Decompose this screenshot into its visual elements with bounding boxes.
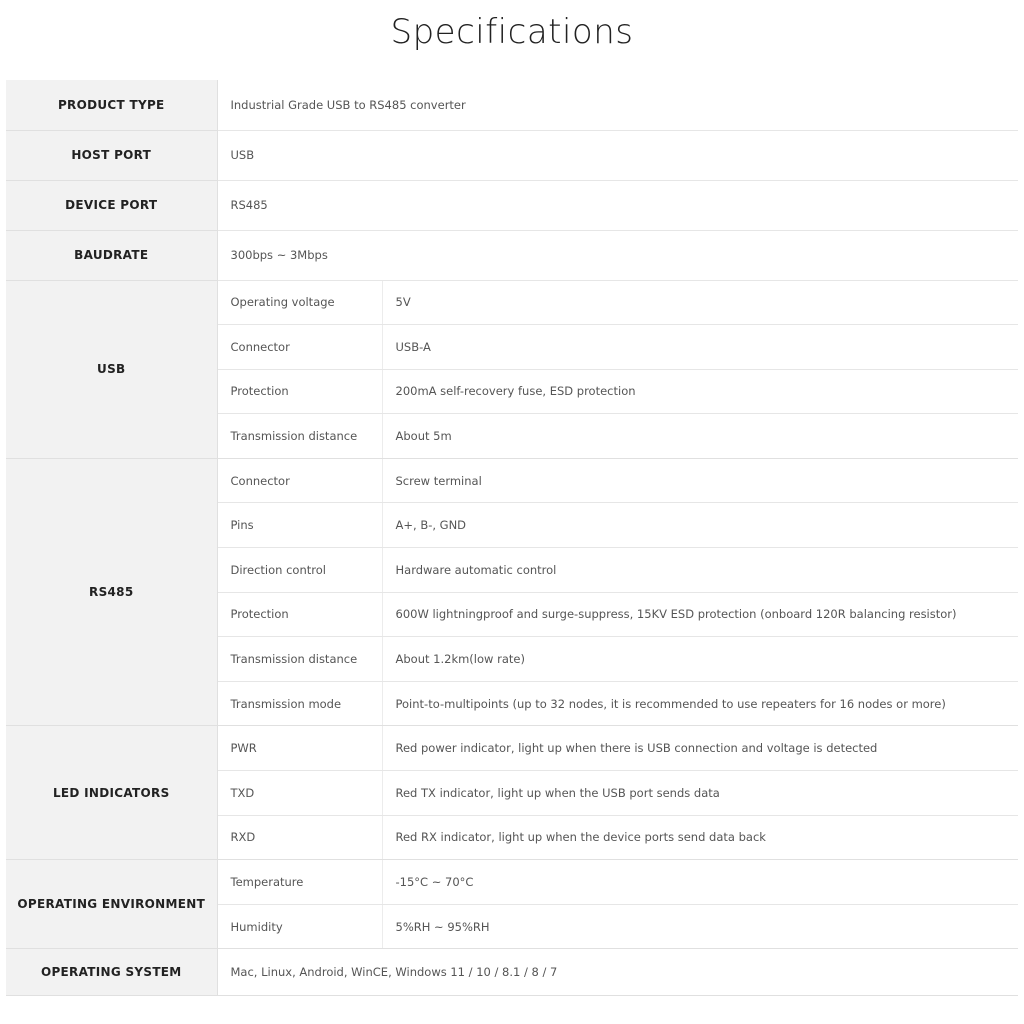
sub-label: TXD [217,771,382,816]
row-label-operating-environment: OPERATING ENVIRONMENT [6,860,217,949]
sub-value: Red TX indicator, light up when the USB port sends data [382,771,1018,816]
sub-label: Transmission distance [217,637,382,682]
row-label-baudrate: BAUDRATE [6,230,217,280]
sub-value: 5V [382,280,1018,325]
sub-value: About 1.2km(low rate) [382,637,1018,682]
sub-label: PWR [217,726,382,771]
sub-label: Connector [217,458,382,503]
sub-value: 5%RH ~ 95%RH [382,904,1018,949]
table-row [6,80,1018,130]
page-title: Specifications [390,12,634,52]
sub-label: Temperature [217,860,382,905]
sub-label: Protection [217,592,382,637]
row-value-operating-system: Mac, Linux, Android, WinCE, Windows 11 / 10 / 8.1 / 8 / 7 [217,949,1018,996]
sub-value: 600W lightningproof and surge-suppress, 15KV ESD protection (onboard 120R balancing resistor) [382,592,1018,637]
row-value-device-port: RS485 [217,180,1018,230]
row-label-usb: USB [6,280,217,458]
table-row [6,726,1018,771]
table-row [6,949,1018,996]
table-row [6,458,1018,503]
sub-label: Connector [217,325,382,370]
table-row [6,280,1018,325]
sub-value: Hardware automatic control [382,548,1018,593]
table-row [6,230,1018,280]
sub-value: About 5m [382,414,1018,459]
row-label-operating-system: OPERATING SYSTEM [6,949,217,996]
sub-label: Operating voltage [217,280,382,325]
table-row [6,860,1018,905]
sub-label: Transmission mode [217,681,382,726]
row-label-led-indicators: LED INDICATORS [6,726,217,860]
sub-value: Point-to-multipoints (up to 32 nodes, it is recommended to use repeaters for 16 nodes or more) [382,681,1018,726]
sub-value: Screw terminal [382,458,1018,503]
sub-value: -15°C ~ 70°C [382,860,1018,905]
sub-label: Humidity [217,904,382,949]
sub-value: Red power indicator, light up when there is USB connection and voltage is detected [382,726,1018,771]
sub-value: A+, B-, GND [382,503,1018,548]
sub-label: Pins [217,503,382,548]
row-label-rs485: RS485 [6,458,217,726]
row-label-device-port: DEVICE PORT [6,180,217,230]
table-row [6,180,1018,230]
sub-label: Protection [217,369,382,414]
sub-value: Red RX indicator, light up when the device ports send data back [382,815,1018,860]
sub-label: Direction control [217,548,382,593]
row-value-baudrate: 300bps ~ 3Mbps [217,230,1018,280]
row-label-host-port: HOST PORT [6,130,217,180]
row-value-host-port: USB [217,130,1018,180]
sub-value: USB-A [382,325,1018,370]
row-label-product-type: PRODUCT TYPE [6,80,217,130]
spec-table [6,80,1018,996]
row-value-product-type: Industrial Grade USB to RS485 converter [217,80,1018,130]
sub-label: Transmission distance [217,414,382,459]
sub-value: 200mA self-recovery fuse, ESD protection [382,369,1018,414]
sub-label: RXD [217,815,382,860]
table-row [6,130,1018,180]
